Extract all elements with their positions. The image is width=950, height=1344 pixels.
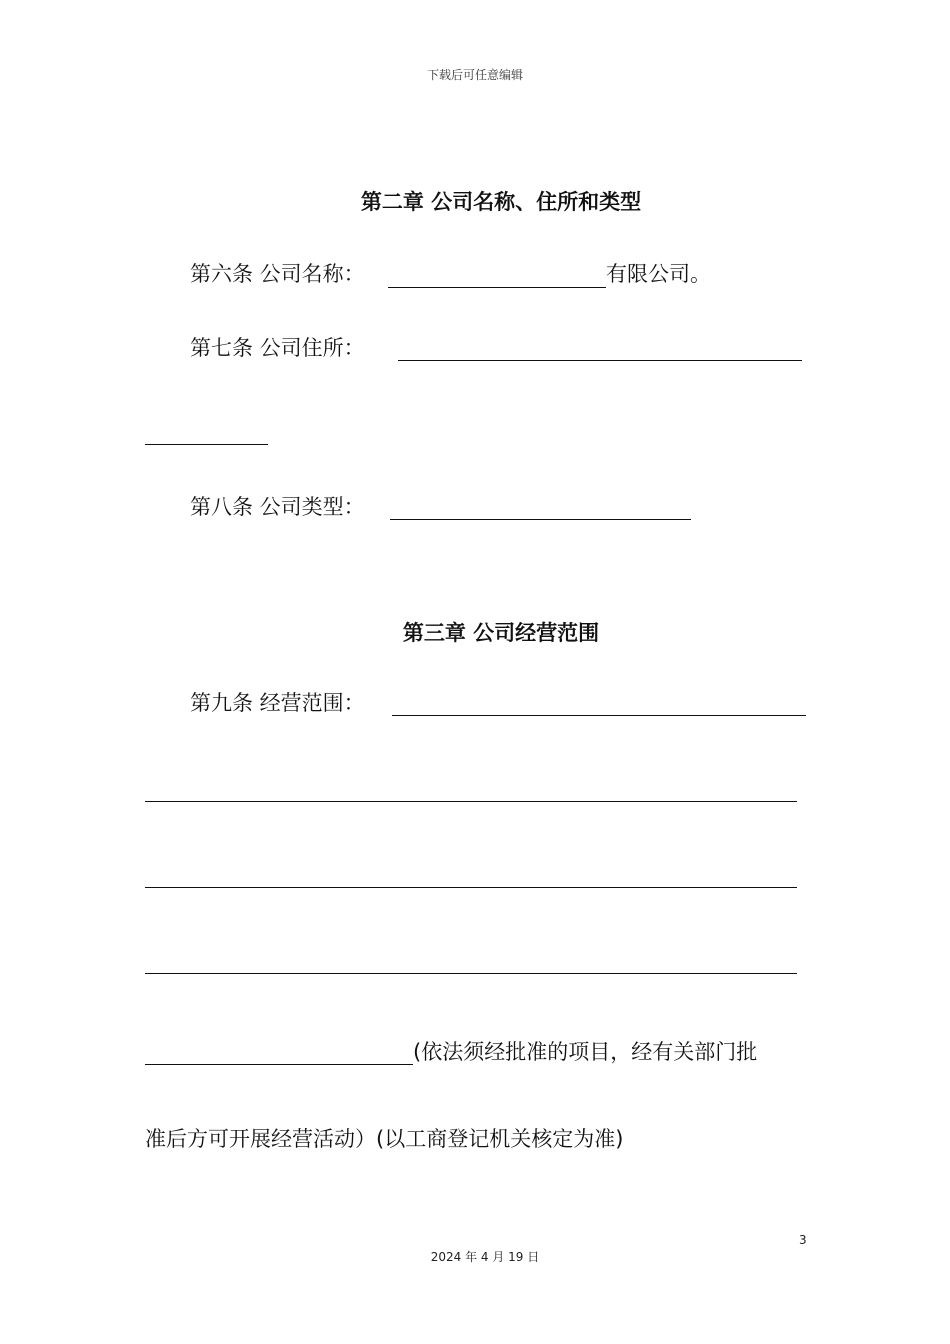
company-type-blank[interactable] <box>390 519 691 520</box>
article-6-suffix: 有限公司。 <box>606 262 711 286</box>
page-number: 3 <box>799 1233 807 1247</box>
chapter-2-title: 第二章 公司名称、住所和类型 <box>360 190 642 214</box>
footer-date: 2024 年 4 月 19 日 <box>430 1250 540 1264</box>
chapter-3-title: 第三章 公司经营范围 <box>402 621 600 645</box>
article-9-label: 第九条 经营范围： <box>190 691 365 715</box>
business-scope-note-line-2: 准后方可开展经营活动）(以工商登记机关核定为准) <box>145 1127 624 1151</box>
article-8-label: 第八条 公司类型： <box>190 495 365 519</box>
company-address-blank-1[interactable] <box>398 360 802 361</box>
article-6-label: 第六条 公司名称： <box>190 262 365 286</box>
page-header: 下载后可任意编辑 <box>426 68 523 82</box>
business-scope-blank-3[interactable] <box>145 887 797 888</box>
business-scope-blank-5[interactable] <box>145 1064 413 1065</box>
business-scope-blank-2[interactable] <box>145 801 797 802</box>
business-scope-blank-4[interactable] <box>145 973 797 974</box>
business-scope-note-line-1: (依法须经批准的项目，经有关部门批 <box>413 1040 758 1064</box>
business-scope-blank-1[interactable] <box>392 715 806 716</box>
article-7-label: 第七条 公司住所： <box>190 336 365 360</box>
company-address-blank-2[interactable] <box>145 444 268 445</box>
company-name-blank[interactable] <box>388 287 606 288</box>
